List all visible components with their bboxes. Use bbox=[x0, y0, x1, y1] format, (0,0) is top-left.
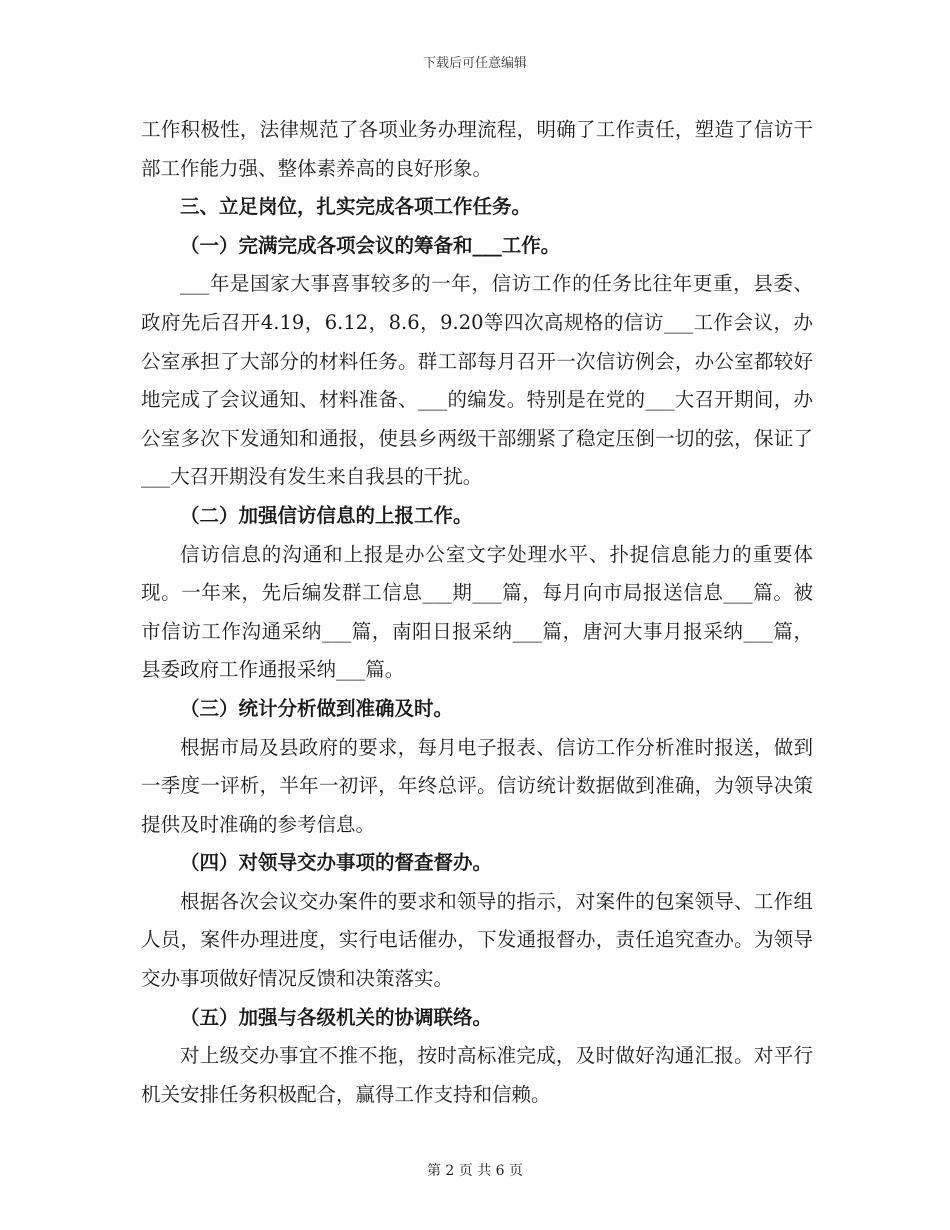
page-number: 第 2 页 共 6 页 bbox=[426, 1163, 524, 1179]
section-heading-3: 三、立足岗位，扎实完成各项工作任务。 bbox=[180, 195, 532, 219]
subheading-5: （五）加强与各级机关的协调联络。 bbox=[180, 1005, 493, 1029]
paragraph-statistics: 根据市局及县政府的要求，每月电子报表、信访工作分析准时报送，做到一季度一评析，半年一初评，年终总评。信访统计数据做到准确，为领导决策提供及时准确的参考信息。 bbox=[141, 735, 813, 836]
document-body bbox=[141, 111, 813, 1114]
paragraph-meetings: ___年是国家大事喜事较多的一年，信访工作的任务比往年更重，县委、政府先后召开4.19，6.12，8.6，9.20等四次高规格的信访___工作会议，办公室承担了大部分的材料任务。群工部每月召开一次信访例会，办公室都较好地完成了会议通知、材料准备、___的编发。特别是在党的___大召开期间，办公室多次下发通知和通报，使县乡两级干部绷紧了稳定压倒一切的弦，保证了___大召开期没有发生来自我县的干扰。 bbox=[141, 272, 813, 489]
paragraph-continued: 工作积极性，法律规范了各项业务办理流程，明确了工作责任，塑造了信访干部工作能力强、整体素养高的良好形象。 bbox=[141, 118, 813, 180]
subheading-1: （一）完满完成各项会议的筹备和___工作。 bbox=[180, 233, 561, 257]
subheading-2: （二）加强信访信息的上报工作。 bbox=[180, 503, 473, 527]
subheading-3: （三）统计分析做到准确及时。 bbox=[180, 696, 454, 720]
page-header: 下载后可任意编辑 bbox=[422, 56, 527, 71]
paragraph-supervision: 根据各次会议交办案件的要求和领导的指示，对案件的包案领导、工作组人员，案件办理进度，实行电话催办，下发通报督办，责任追究查办。为领导交办事项做好情况反馈和决策落实。 bbox=[141, 889, 813, 991]
paragraph-information: 信访信息的沟通和上报是办公室文字处理水平、扑捉信息能力的重要体现。一年来，先后编发群工信息___期___篇，每月向市局报送信息___篇。被市信访工作沟通采纳___篇，南阳日报采纳___篇，唐河大事月报采纳___篇，县委政府工作通报采纳___篇。 bbox=[141, 542, 813, 682]
paragraph-coordination: 对上级交办事宜不推不拖，按时高标准完成，及时做好沟通汇报。对平行机关安排任务积极配合，赢得工作支持和信赖。 bbox=[141, 1044, 813, 1106]
subheading-4: （四）对领导交办事项的督查督办。 bbox=[180, 851, 493, 875]
